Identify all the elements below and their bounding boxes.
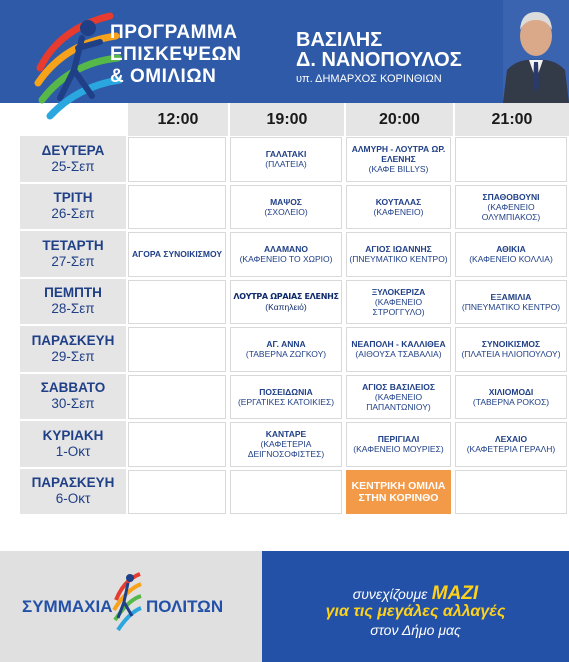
empty-cell (455, 470, 567, 515)
event-venue: (ΚΑΦΕΝΕΙΟ ΣΤΡΟΓΓΥΛΟ) (372, 296, 425, 317)
event-cell (346, 185, 451, 230)
event-venue: (ΚΑΦΕΝΕΙΟ) (373, 206, 424, 217)
event-place: ΛΟΥΤΡΑ ΩΡΑΙΑΣ ΕΛΕΝΗΣ (233, 291, 339, 301)
event-place: ΑΘΙΚΙΑ (496, 244, 526, 255)
empty-cell (128, 327, 226, 372)
time-header-1200: 12:00 (126, 103, 228, 136)
day-cell (20, 469, 126, 517)
day-date: 27-Σεπ (51, 253, 95, 269)
day-cell (20, 374, 126, 422)
day-date: 25-Σεπ (51, 158, 95, 174)
slogan-line-1 (262, 583, 569, 605)
event-cell (346, 327, 451, 372)
event-venue: (ΣΧΟΛΕΙΟ) (264, 206, 308, 217)
slogan-word-mazi: ΜΑΖΙ (431, 583, 479, 604)
event-place: ΣΠΑΘΟΒΟΥΝΙ (482, 191, 540, 202)
event-place: ΑΓΟΡΑ ΣΥΝΟΙΚΙΣΜΟΥ (131, 249, 222, 260)
event-venue: (ΚΑΦΕΝΕΙΟ ΠΑΠΑΝΤΩΝΙΟΥ) (366, 391, 431, 412)
alliance-name-left: ΣΥΜΜΑΧΙΑ (22, 597, 113, 616)
event-cell (128, 232, 226, 277)
event-place: ΠΕΡΙΓΙΑΛΙ (377, 434, 420, 445)
event-place: ΞΥΛΟΚΕΡΙΖΑ (371, 286, 426, 297)
candidate-last-name: Δ. ΝΑΝΟΠΟΥΛΟΣ (296, 49, 462, 71)
day-cell (20, 136, 126, 184)
event-cell (346, 280, 451, 325)
day-cell (20, 231, 126, 279)
empty-cell (128, 137, 226, 182)
event-venue: (ΕΡΓΑΤΙΚΕΣ ΚΑΤΟΙΚΙΕΣ) (237, 396, 335, 407)
title-line-2: ΕΠΙΣΚΕΨΕΩΝ (110, 44, 242, 65)
day-name: ΠΕΜΠΤΗ (44, 285, 102, 301)
slogan-line-3: στον Δήμο μας (370, 622, 461, 638)
event-cell (455, 375, 567, 420)
event-venue: (ΚΑΦΕΤΕΡΙΑ ΓΕΡΑΛΗ) (466, 444, 556, 455)
event-venue: (ΚΑΦΕΝΕΙΟ ΜΟΥΡΙΕΣ) (353, 444, 444, 455)
event-place: ΧΙΛΙΟΜΟΔΙ (488, 386, 534, 397)
event-cell (230, 185, 342, 230)
event-place: ΣΥΝΟΙΚΙΣΜΟΣ (481, 339, 541, 350)
day-name: ΣΑΒΒΑΤΟ (40, 380, 106, 396)
time-header-2000: 20:00 (344, 103, 453, 136)
empty-cell (128, 470, 226, 515)
event-cell (346, 470, 451, 515)
candidate-role: υπ. ΔΗΜΑΡΧΟΣ ΚΟΡΙΝΘΙΩΝ (296, 73, 442, 85)
event-venue: (ΤΑΒΕΡΝΑ ΡΟΚΟΣ) (472, 396, 550, 407)
time-header-1900: 19:00 (228, 103, 344, 136)
alliance-runner-icon (112, 570, 142, 632)
candidate-portrait-icon (503, 0, 569, 103)
event-cell (346, 375, 451, 420)
event-cell (230, 232, 342, 277)
event-place: ΑΓ. ΑΝΝΑ (266, 339, 306, 350)
day-name: ΚΥΡΙΑΚΗ (42, 427, 104, 443)
event-place: ΠΟΣΕΙΔΩΝΙΑ (259, 386, 313, 397)
empty-cell (128, 280, 226, 325)
event-venue: (ΠΛΑΤΕΙΑ) (265, 159, 307, 170)
event-cell (230, 280, 342, 325)
event-place: ΚΟΥΤΑΛΑΣ (375, 196, 422, 207)
slogan-word-continue: συνεχίζουμε (352, 586, 428, 602)
slogan-line-2 (262, 603, 569, 621)
event-place: ΓΑΛΑΤΑΚΙ (265, 149, 307, 160)
event-cell (230, 137, 342, 182)
event-venue: (ΠΝΕΥΜΑΤΙΚΟ ΚΕΝΤΡΟ) (461, 301, 561, 312)
event-cell (455, 232, 567, 277)
day-date: 28-Σεπ (51, 301, 95, 317)
event-cell (455, 185, 567, 230)
event-cell (230, 422, 342, 467)
event-cell (346, 232, 451, 277)
event-place: ΜΑΨΟΣ (270, 196, 302, 207)
event-venue: (ΠΝΕΥΜΑΤΙΚΟ ΚΕΝΤΡΟ) (349, 254, 448, 265)
event-venue: (ΚΑΦΕΤΕΡΙΑ ΔΕΙΓΝΟΣΟΦΙΣΤΕΣ) (247, 439, 325, 460)
empty-cell (455, 137, 567, 182)
empty-cell (230, 470, 342, 515)
event-venue: (ΑΙΘΟΥΣΑ ΤΣΑΒΑΛΙΑ) (355, 349, 442, 360)
day-date: 29-Σεπ (51, 348, 95, 364)
alliance-name-right: ΠΟΛΙΤΩΝ (146, 597, 224, 616)
page-title (110, 22, 241, 88)
empty-cell (128, 375, 226, 420)
event-venue: (ΠΛΑΤΕΙΑ ΗΛΙΟΠΟΥΛΟΥ) (461, 349, 561, 360)
event-place: ΚΕΝΤΡΙΚΗ ΟΜΙΛΙΑ ΣΤΗΝ ΚΟΡΙΝΘΟ (351, 479, 446, 504)
event-place: ΛΕΧΑΙΟ (494, 434, 528, 445)
event-place: ΑΛΑΜΑΝΟ (264, 244, 308, 255)
day-cell (20, 184, 126, 232)
day-cell (20, 279, 126, 327)
candidate-first-name: ΒΑΣΙΛΗΣ (296, 29, 383, 51)
event-place: ΑΛΜΥΡΗ - ΛΟΥΤΡΑ ΩΡ. ΕΛΕΝΗΣ (351, 144, 446, 165)
event-place: ΑΓΙΟΣ ΙΩΑΝΝΗΣ (365, 244, 432, 255)
day-date: 6-Οκτ (55, 491, 91, 507)
event-venue: (Καπηλειό) (265, 301, 307, 312)
candidate-block (296, 30, 462, 85)
event-place: ΝΕΑΠΟΛΗ - ΚΑΛΛΙΘΕΑ (351, 339, 446, 350)
title-line-1: ΠΡΟΓΡΑΜΜΑ (110, 22, 238, 43)
day-date: 30-Σεπ (51, 396, 95, 412)
event-venue: (ΤΑΒΕΡΝΑ ΖΩΓΚΟΥ) (245, 349, 327, 360)
event-place: ΑΓΙΟΣ ΒΑΣΙΛΕΙΟΣ (362, 381, 435, 392)
empty-cell (128, 185, 226, 230)
event-cell (230, 327, 342, 372)
alliance-logo-icon (30, 8, 122, 126)
empty-cell (128, 422, 226, 467)
event-cell (346, 422, 451, 467)
event-venue: (ΚΑΦΕΝΕΙΟ ΟΛΥΜΠΙΑΚΟΣ) (481, 201, 541, 222)
day-cell (20, 326, 126, 374)
day-cell (20, 421, 126, 469)
event-place: ΚΑΝΤΑΡΕ (265, 429, 307, 440)
time-header-2100: 21:00 (453, 103, 569, 136)
day-name: ΠΑΡΑΣΚΕΥΗ (31, 332, 115, 348)
day-date: 1-Οκτ (55, 443, 91, 459)
day-date: 26-Σεπ (51, 206, 95, 222)
event-cell (346, 137, 451, 182)
event-cell (455, 327, 567, 372)
event-venue: (ΚΑΦΕ BILLYS) (368, 164, 429, 175)
slogan-big-changes: για τις μεγάλες αλλαγές (325, 603, 506, 620)
title-line-3: & ΟΜΙΛΙΩΝ (110, 66, 217, 87)
event-place: ΕΞΑΜΙΛΙΑ (490, 291, 532, 302)
day-name: ΤΕΤΑΡΤΗ (42, 237, 104, 253)
event-venue: (ΚΑΦΕΝΕΙΟ ΤΟ ΧΩΡΙΟ) (239, 254, 333, 265)
day-name: ΤΡΙΤΗ (53, 190, 93, 206)
event-cell (455, 422, 567, 467)
day-name: ΔΕΥΤΕΡΑ (41, 142, 105, 158)
event-cell (230, 375, 342, 420)
event-venue: (ΚΑΦΕΝΕΙΟ ΚΟΛΛΙΑ) (469, 254, 553, 265)
event-cell (455, 280, 567, 325)
day-name: ΠΑΡΑΣΚΕΥΗ (31, 475, 115, 491)
